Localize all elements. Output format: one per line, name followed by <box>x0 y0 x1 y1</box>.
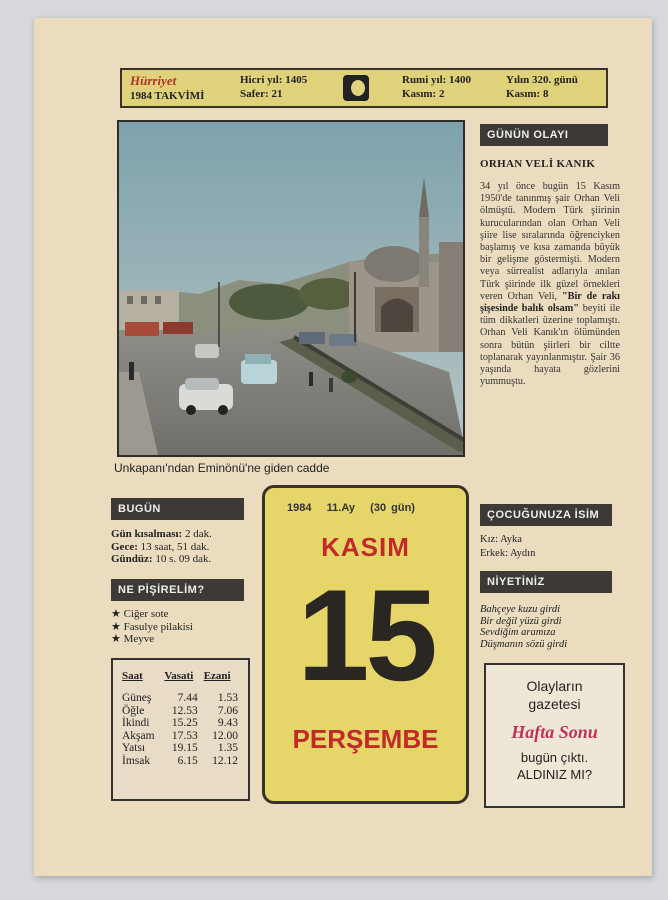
prayer-times-table <box>111 658 250 801</box>
event-body-part1: 34 yıl önce bugün 15 Kasım 1950'de tanınmış şair Orhan Veli ölmüştü. Modern Türk şiirinin kurucularından olan Orhan Veli şiire lise sıralarında öğrenciyken başlamış ve kısa zamanda büyük bir gelişme göstermişti. Modern veya sürrealist adlarıyla anılan Türk şiirinde ilk güzel örnekleri veren Orhan Veli, <box>480 181 620 302</box>
date-month: KASIM <box>321 532 410 562</box>
verse-line: Sevdiğim aramıza <box>480 627 556 638</box>
photo-caption: Unkapanı'ndan Eminönü'ne giden cadde <box>114 461 330 475</box>
col-header-name: Saat <box>122 670 143 682</box>
date-card-header <box>287 502 415 514</box>
cook-section-header: NE PİŞİRELİM? <box>111 579 244 601</box>
verse-lines <box>480 604 567 650</box>
col-header-vasati: Vasati <box>164 670 194 682</box>
table-row: İkindi 15.25 9.43 <box>122 717 238 730</box>
verse-line: Bahçeye kuzu girdi <box>480 604 561 615</box>
menu-item: ★ Ciğer sote <box>111 608 169 620</box>
menu-item: ★ Meyve <box>111 633 155 645</box>
verse-line: Bir değil yüzü girdi <box>480 615 562 627</box>
event-body-part2: beyiti ile tüm dikkatleri üzerine toplamıştı. Orhan Veli Kanık'ın ölümünden sonra bütün şiirleri bir ciltte toplanarak yayınlanmıştır. Şair 36 yaşında hayata gözlerini yummuştu. <box>480 303 620 388</box>
table-row: Öğle 12.53 7.06 <box>122 704 238 717</box>
date-month-days: (30 gün) <box>370 502 415 514</box>
rumi-year: Rumi yıl: 1400 <box>402 74 472 86</box>
event-body <box>480 181 620 388</box>
table-row: Akşam 17.53 12.00 <box>122 729 238 742</box>
day-shortening: Gün kısalması: 2 dak. <box>111 528 212 540</box>
moon-phase-icon <box>343 75 369 101</box>
date-year: 1984 <box>287 502 312 514</box>
rumi-month: Kasım: 2 <box>402 88 445 100</box>
table-row: Güneş 7.44 1.53 <box>122 692 238 704</box>
hijri-year: Hicri yıl: 1405 <box>240 74 308 86</box>
menu-list <box>111 608 193 646</box>
brand-logo: Hürriyet <box>130 73 177 88</box>
names-info <box>480 533 535 561</box>
names-section-header: ÇOCUĞUNUZA İSİM <box>480 504 612 526</box>
event-title: ORHAN VELİ KANIK <box>480 158 596 170</box>
header-band <box>120 68 608 108</box>
night-length: Gece: 13 saat, 51 dak. <box>111 540 210 553</box>
kasim-day: Kasım: 8 <box>506 88 549 100</box>
ad-text-bottom: bugün çıktı. ALDINIZ MI? <box>516 750 593 782</box>
date-card <box>262 485 469 804</box>
hijri-info <box>240 73 307 101</box>
verse-line: Düşmanın sözü girdi <box>480 638 568 650</box>
date-month-number: 11.Ay <box>326 502 355 514</box>
calendar-page <box>34 18 652 876</box>
girl-name: Kız: Ayka <box>480 534 522 545</box>
col-header-ezani: Ezani <box>203 670 231 682</box>
year-day-info <box>506 73 578 101</box>
table-row: Yatsı 19.15 1.35 <box>122 742 238 755</box>
date-day: 15 <box>297 562 434 708</box>
rumi-info <box>402 73 471 101</box>
menu-item: ★ Fasulye pilakisi <box>111 620 193 633</box>
ad-text-top: Olayların gazetesi <box>526 678 583 712</box>
boy-name: Erkek: Aydın <box>480 548 536 559</box>
day-length: Gündüz: 10 s. 09 dak. <box>111 553 212 565</box>
hijri-month: Safer: 21 <box>240 88 283 100</box>
event-section-header: GÜNÜN OLAYI <box>480 124 608 146</box>
street-photo <box>117 120 465 457</box>
verse-section-header: NİYETİNİZ <box>480 571 612 593</box>
year-day: Yılın 320. günü <box>506 74 578 86</box>
today-section-header: BUGÜN <box>111 498 244 520</box>
ad-brand: Hafta Sonu <box>511 722 598 742</box>
advertisement-box <box>484 663 625 808</box>
street-photo-illustration <box>119 122 465 457</box>
table-row: İmsak 6.15 12.12 <box>122 754 238 767</box>
event-body-quote: "Bir de rakı şişesinde balık olsam" <box>480 290 621 315</box>
calendar-label: 1984 TAKVİMİ <box>130 90 205 102</box>
today-info <box>111 528 212 566</box>
date-weekday: PERŞEMBE <box>292 724 439 754</box>
